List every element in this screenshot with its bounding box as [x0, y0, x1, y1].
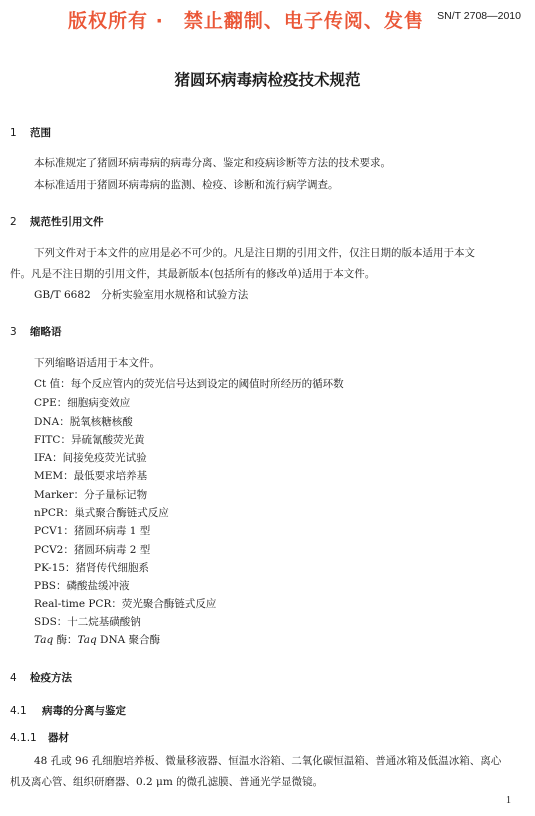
list-item: PCV1：猪圆环病毒 1 型: [34, 525, 151, 537]
italic-term: Taq: [77, 634, 97, 646]
section-number: 3: [10, 326, 17, 338]
watermark-text: 版权所有 · 禁止翻制、电子传阅、发售: [68, 10, 424, 32]
section-number: 4.1.1: [10, 732, 37, 744]
list-item: Marker：分子量标记物: [34, 489, 148, 501]
list-item: PBS：磷酸盐缓冲液: [34, 580, 130, 592]
section-title: 缩略语: [30, 326, 62, 338]
paragraph: 件。凡是不注日期的引用文件，其最新版本(包括所有的修改单)适用于本文件。: [10, 268, 376, 280]
list-item: Ct 值：每个反应管内的荧光信号达到设定的阈值时所经历的循环数: [34, 378, 344, 390]
page-number: 1: [506, 795, 511, 806]
section-heading-scope: [10, 125, 51, 140]
section-title: 范围: [30, 127, 51, 139]
section-title: 检疫方法: [30, 672, 72, 684]
section-number: 2: [10, 216, 17, 228]
section-title: 病毒的分离与鉴定: [42, 705, 126, 717]
section-number: 4.1: [10, 705, 27, 717]
section-number: 1: [10, 127, 17, 139]
paragraph: 下列文件对于本文件的应用是必不可少的。凡是注日期的引用文件，仅注日期的版本适用于本文: [34, 247, 475, 259]
list-item: SDS：十二烷基磺酸钠: [34, 616, 141, 628]
list-item: PK-15：猪肾传代细胞系: [34, 562, 150, 574]
italic-term: Taq: [34, 634, 54, 646]
section-heading-abbreviations: [10, 324, 62, 339]
section-title: 器材: [48, 732, 69, 744]
section-number: 4: [10, 672, 17, 684]
list-item: DNA：脱氧核糖核酸: [34, 416, 133, 428]
standard-number: SN/T 2708—2010: [437, 10, 521, 22]
list-item: Taq 酶：Taq DNA 聚合酶: [34, 634, 161, 646]
paragraph: 本标准适用于猪圆环病毒病的监测、检疫、诊断和流行病学调查。: [34, 179, 339, 191]
paragraph: 下列缩略语适用于本文件。: [34, 357, 160, 369]
section-heading-methods: [10, 670, 72, 685]
list-item: nPCR：巢式聚合酶链式反应: [34, 507, 169, 519]
section-title: 规范性引用文件: [30, 216, 104, 228]
paragraph: 48 孔或 96 孔细胞培养板、微量移液器、恒温水浴箱、二氧化碳恒温箱、普通冰箱及低温冰箱、离心: [34, 755, 502, 767]
paragraph: 本标准规定了猪圆环病毒病的病毒分离、鉴定和疫病诊断等方法的技术要求。: [34, 157, 391, 169]
section-heading-references: [10, 214, 104, 229]
subsection-heading: [10, 703, 126, 718]
list-item: PCV2：猪圆环病毒 2 型: [34, 544, 151, 556]
list-item: Real-time PCR：荧光聚合酶链式反应: [34, 598, 217, 610]
page-title: 猪圆环病毒病检疫技术规范: [174, 71, 361, 89]
list-item: MEM：最低要求培养基: [34, 470, 148, 482]
paragraph: GB/T 6682 分析实验室用水规格和试验方法: [34, 289, 249, 301]
list-item: CPE：细胞病变效应: [34, 397, 131, 409]
list-item: FITC：异硫氰酸荧光黄: [34, 434, 145, 446]
list-item: IFA：间接免疫荧光试验: [34, 452, 147, 464]
subsubsection-heading: [10, 730, 69, 745]
paragraph: 机及离心管、组织研磨器、0.2 μm 的微孔滤膜、普通光学显微镜。: [10, 776, 324, 788]
